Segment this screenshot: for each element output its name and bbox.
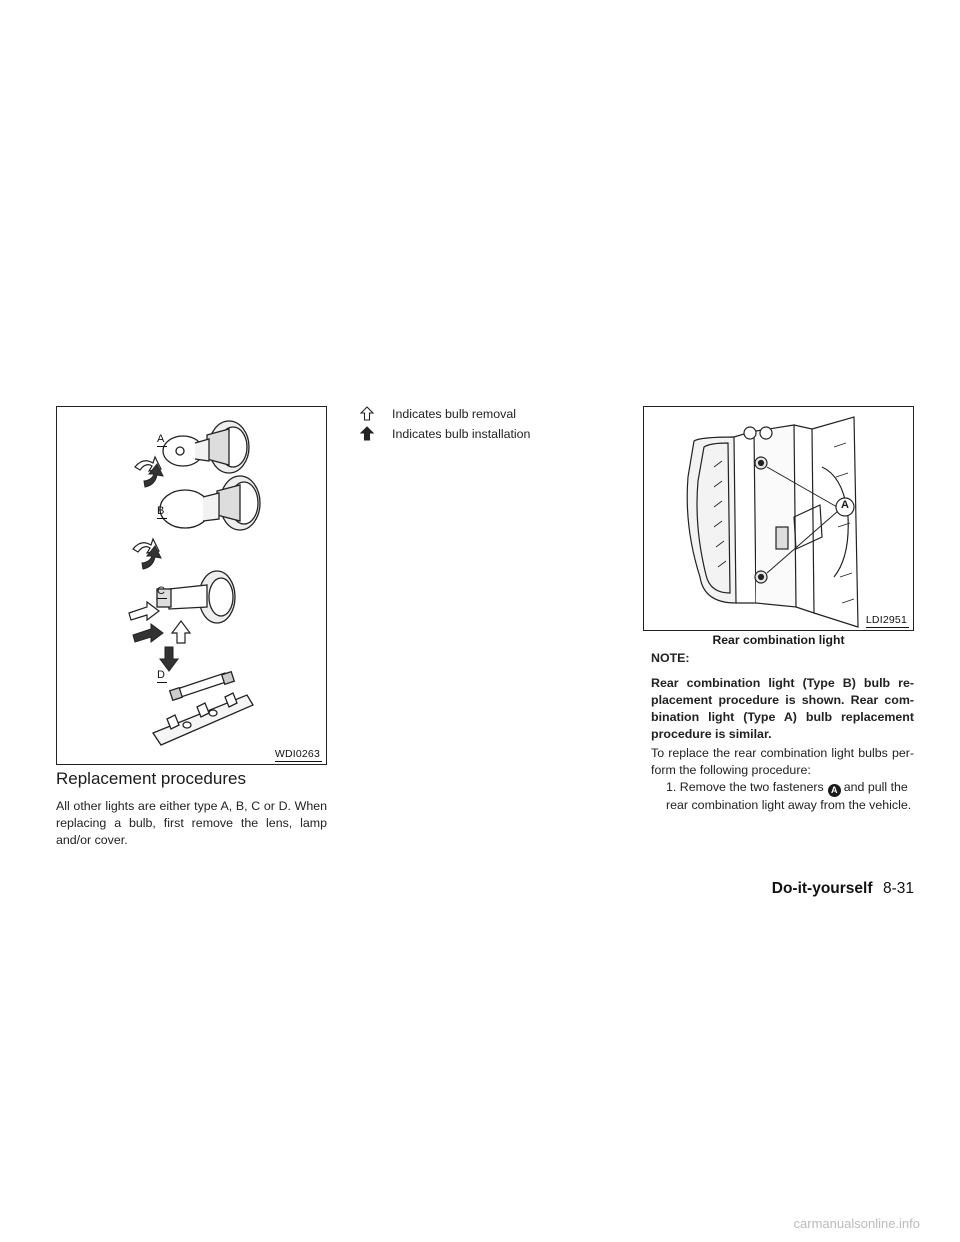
- hollow-arrow-icon: [360, 406, 374, 421]
- page-number: 8-31: [882, 880, 914, 897]
- type-a-label: A: [157, 433, 165, 445]
- procedure-step-1: [666, 779, 914, 814]
- figure-code-right: LDI2951: [865, 614, 907, 626]
- figure-caption: Rear combination light: [712, 633, 845, 647]
- rear-light-illustration: [644, 407, 913, 630]
- figure-code-left: WDI0263: [274, 748, 320, 760]
- type-d-label: D: [157, 669, 166, 681]
- figure-callout-a: A: [841, 499, 849, 511]
- step-text-before: Remove the two fasteners: [679, 780, 824, 794]
- bulb-types-illustration: [57, 407, 326, 764]
- type-c-label: C: [157, 585, 166, 597]
- section-body: All other lights are either type A, B, C or D. When replacing a bulb, first remove the lens, lamp and/or cover.: [56, 799, 327, 847]
- filled-arrow-icon: [360, 426, 374, 441]
- procedure-intro: To replace the rear combination light bulbs per- form the following procedure:: [651, 746, 914, 777]
- note-text: Rear combination light (Type B) bulb re- placement procedure is shown. Rear com- bination light (Type A) bulb replacement procedure is similar.: [651, 676, 914, 741]
- legend-removal: [360, 406, 516, 421]
- legend-installation: [360, 426, 530, 441]
- footer-section-title: Do-it-yourself: [771, 880, 873, 897]
- type-b-label: B: [157, 505, 165, 517]
- rear-light-figure: [643, 406, 914, 631]
- bulb-a-drawing: [163, 421, 249, 473]
- bulb-types-figure: [56, 406, 327, 765]
- bulb-b-drawing: [160, 476, 260, 530]
- legend-removal-text: Indicates bulb removal: [392, 406, 516, 421]
- step-number: 1.: [666, 780, 677, 794]
- bulb-d-drawing: [153, 672, 253, 745]
- page-footer: [772, 880, 914, 898]
- note-heading: NOTE:: [651, 651, 690, 665]
- bulb-c-drawing: [157, 571, 235, 623]
- legend-installation-text: Indicates bulb installation: [392, 426, 531, 441]
- watermark: carmanualsonline.info: [793, 1216, 920, 1231]
- step-text-after: and pull the rear combination light away from the vehicle.: [666, 780, 912, 812]
- fastener-callout-icon: A: [828, 784, 841, 797]
- section-title: Replacement procedures: [56, 769, 246, 788]
